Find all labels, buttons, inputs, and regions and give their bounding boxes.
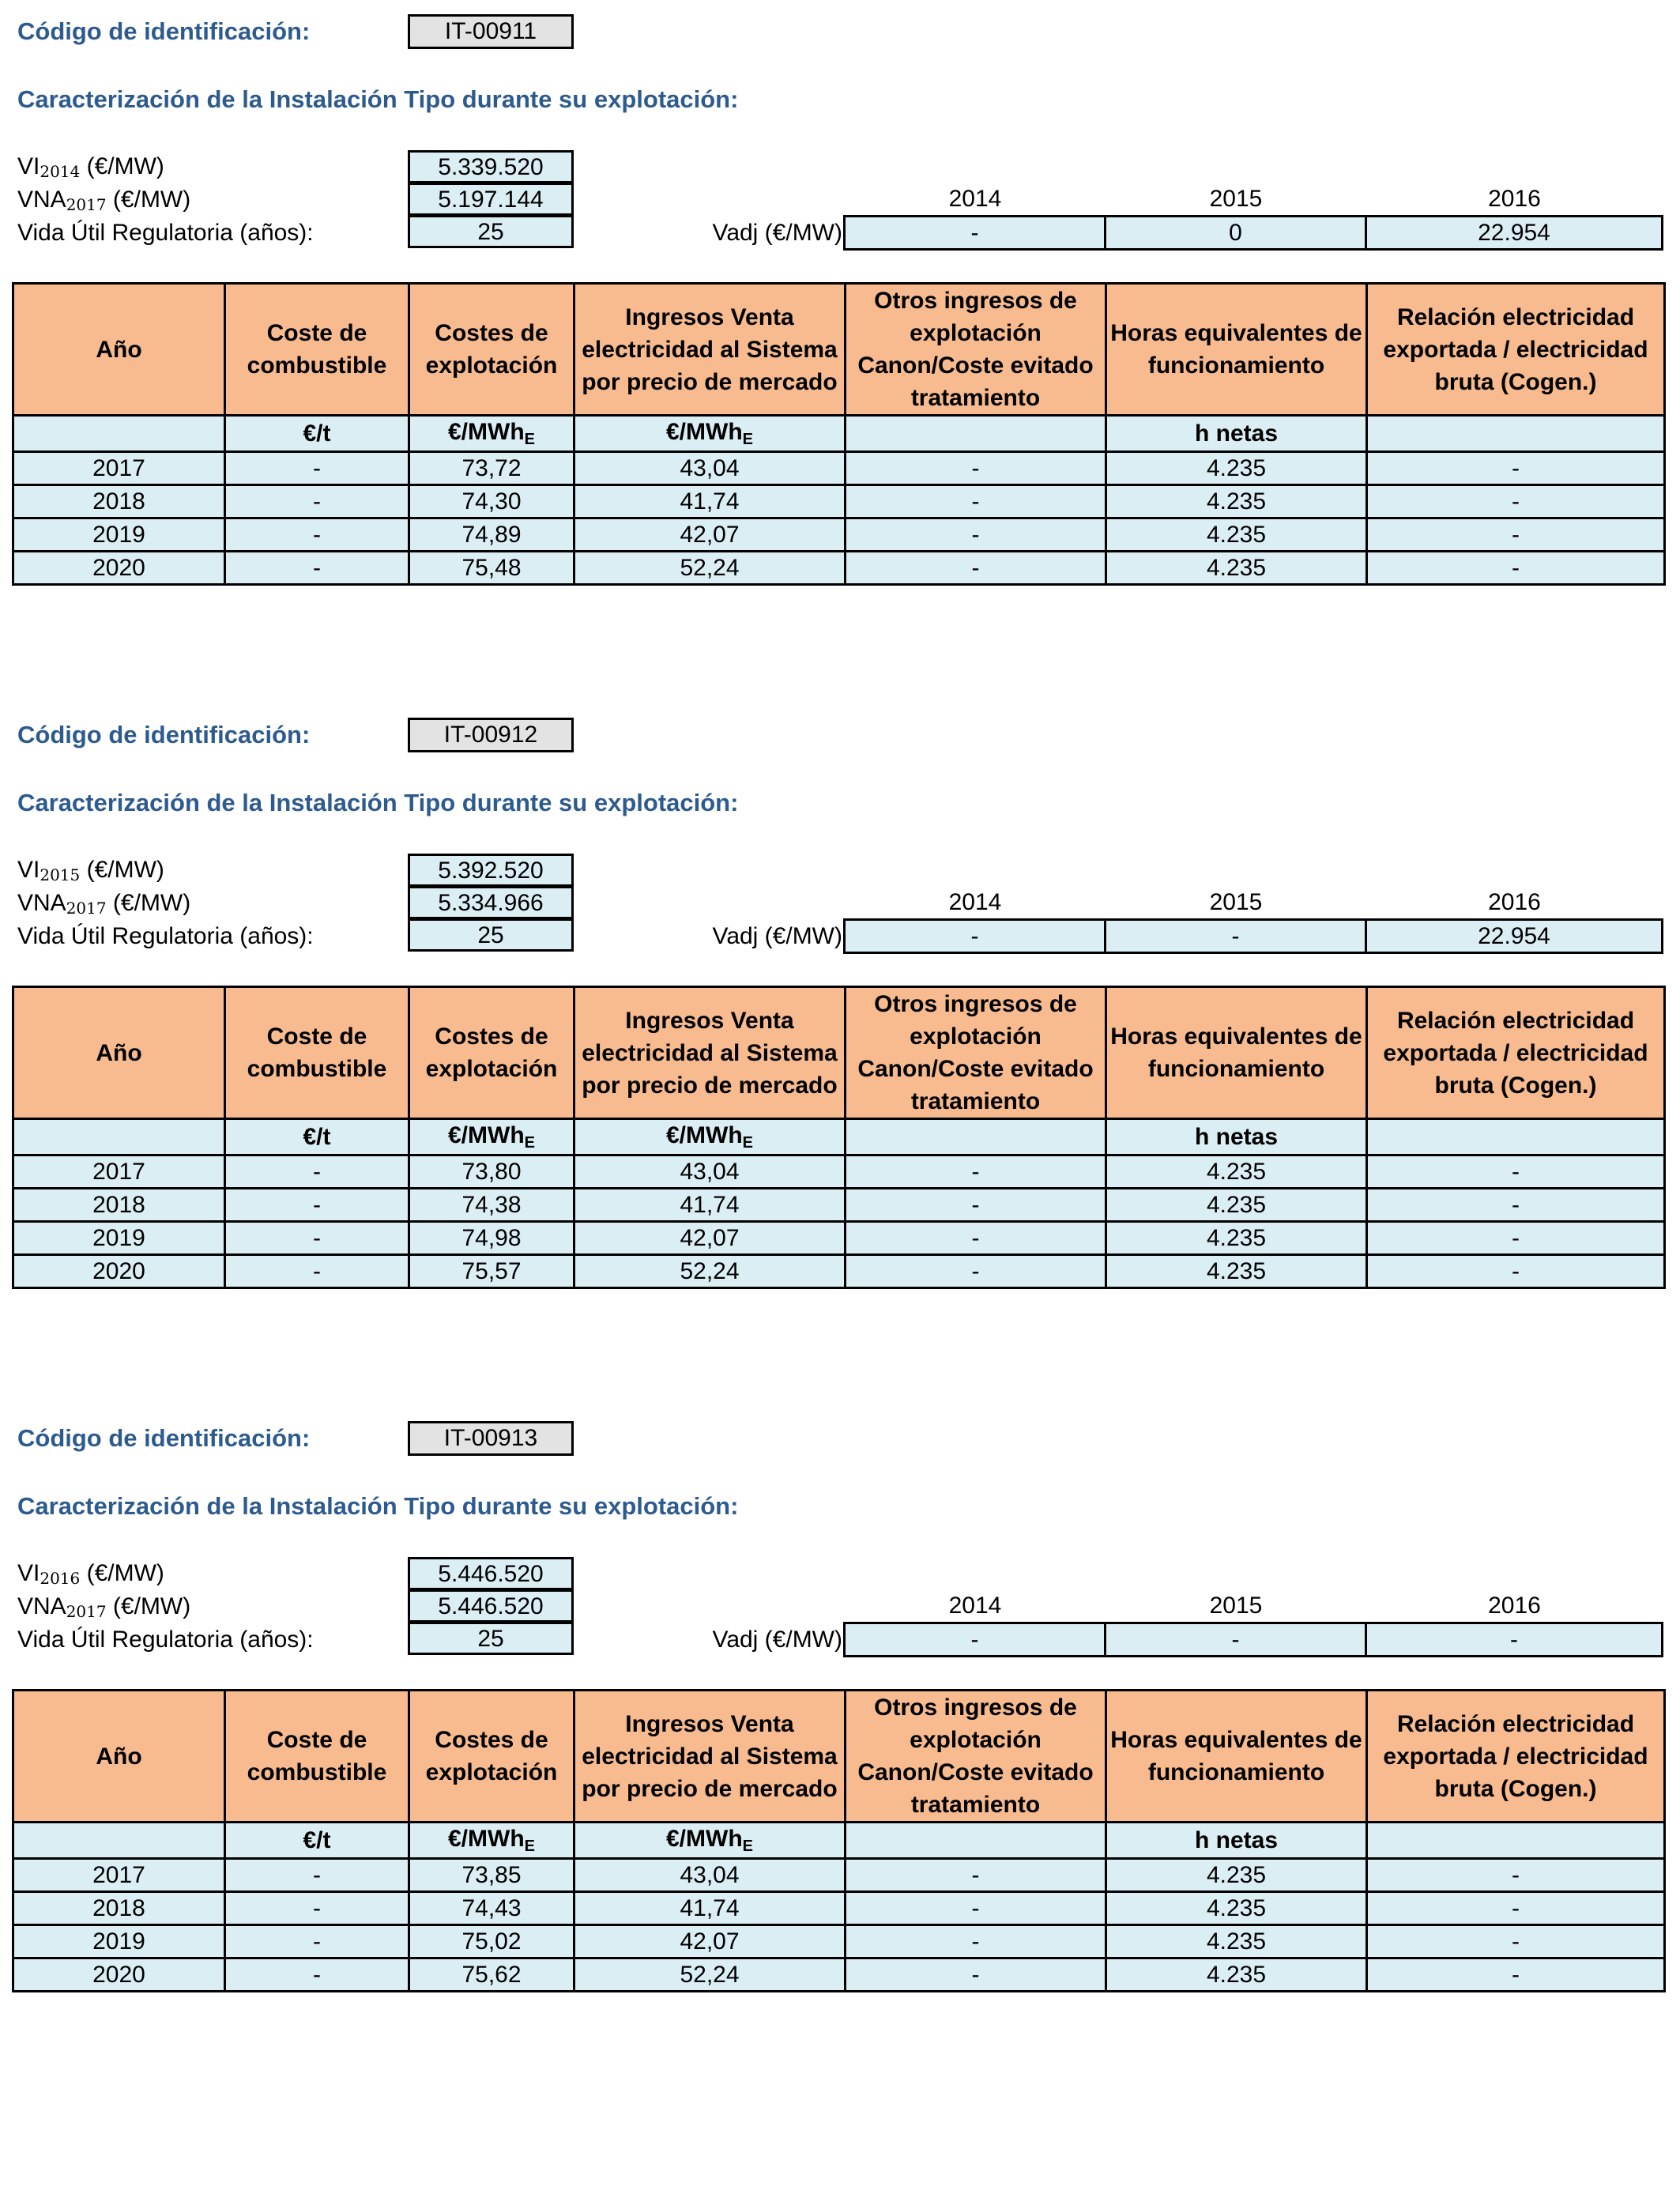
table-cell: 4.235 xyxy=(1106,1859,1367,1892)
installation-block xyxy=(0,0,1680,680)
table-cell: - xyxy=(846,518,1106,552)
table-cell: - xyxy=(225,485,409,518)
table-cell: - xyxy=(846,1222,1106,1255)
vna-label-year: 2017 xyxy=(66,195,107,214)
unit-cell xyxy=(846,1823,1106,1859)
table-cell: 75,02 xyxy=(409,1925,574,1958)
vi-label xyxy=(17,854,164,892)
table-cell: - xyxy=(225,1859,409,1892)
section-subtitle: Caracterización de la Instalación Tipo durante su explotación: xyxy=(17,1492,739,1520)
table-cell: - xyxy=(846,1155,1106,1189)
vna-label xyxy=(17,183,190,221)
adj-year-header: 2014 xyxy=(948,1593,1002,1619)
vadj-label: Vadj (€/MW) xyxy=(712,1627,842,1653)
vna-label xyxy=(17,1590,190,1628)
unit-cell xyxy=(13,1119,225,1155)
header-cell: Horas equivalentes de funcionamiento xyxy=(1106,987,1367,1119)
table-cell: 4.235 xyxy=(1106,485,1367,518)
vadj-label: Vadj (€/MW) xyxy=(712,220,842,246)
vadj-row xyxy=(843,215,1663,251)
table-cell: 4.235 xyxy=(1106,1189,1367,1222)
code-label: Código de identificación: xyxy=(17,1424,311,1452)
table-cell: 2018 xyxy=(13,485,225,518)
table-row xyxy=(13,1958,1665,1992)
vi-value: 5.446.520 xyxy=(408,1557,574,1590)
table-row xyxy=(13,1155,1665,1189)
table-cell: - xyxy=(1367,485,1665,518)
table-cell: 4.235 xyxy=(1106,1255,1367,1288)
table-row xyxy=(13,1255,1665,1288)
table-cell: - xyxy=(1367,1859,1665,1892)
table-cell: 74,43 xyxy=(409,1892,574,1925)
table-cell: - xyxy=(225,1222,409,1255)
unit-cell xyxy=(574,1119,846,1155)
table-header-row xyxy=(13,1691,1665,1823)
table-cell: 4.235 xyxy=(1106,1155,1367,1189)
table-cell: 2020 xyxy=(13,1958,225,1992)
vna-label-prefix: VNA xyxy=(17,890,66,916)
unit-cell xyxy=(1367,416,1665,452)
table-cell: 52,24 xyxy=(574,552,846,585)
table-cell: - xyxy=(1367,1958,1665,1992)
table-cell: 74,30 xyxy=(409,485,574,518)
table-row xyxy=(13,1859,1665,1892)
vna-label xyxy=(17,887,190,925)
table-cell: 4.235 xyxy=(1106,1222,1367,1255)
table-cell: 52,24 xyxy=(574,1255,846,1288)
vadj-cell: 22.954 xyxy=(1478,923,1550,949)
unit-cell xyxy=(409,416,574,452)
header-cell: Relación electricidad exportada / electricidad bruta (Cogen.) xyxy=(1367,1691,1665,1823)
code-value: IT-00913 xyxy=(408,1421,574,1456)
table-cell: - xyxy=(846,1859,1106,1892)
table-row xyxy=(13,1925,1665,1958)
table-header-row xyxy=(13,284,1665,416)
vi-label-unit: (€/MW) xyxy=(80,857,164,883)
unit-cell: h netas xyxy=(1106,1823,1367,1859)
table-cell: 2017 xyxy=(13,452,225,485)
adj-year-header: 2016 xyxy=(1488,1593,1541,1619)
header-cell: Otros ingresos de explotación Canon/Coste evitado tratamiento xyxy=(846,1691,1106,1823)
table-cell: 2017 xyxy=(13,1859,225,1892)
installation-block xyxy=(0,1407,1680,2087)
vna-label-prefix: VNA xyxy=(17,187,66,213)
table-cell: 4.235 xyxy=(1106,1892,1367,1925)
header-cell: Relación electricidad exportada / electricidad bruta (Cogen.) xyxy=(1367,284,1665,416)
vadj-cell: 0 xyxy=(1106,217,1367,248)
table-cell: - xyxy=(225,552,409,585)
adj-year-header: 2014 xyxy=(948,186,1002,212)
vida-value: 25 xyxy=(408,215,574,248)
table-cell: 4.235 xyxy=(1106,1925,1367,1958)
table-cell: 75,57 xyxy=(409,1255,574,1288)
header-cell: Coste de combustible xyxy=(225,284,409,416)
vadj-cell: - xyxy=(846,1624,1106,1655)
table-cell: - xyxy=(225,1155,409,1189)
units-row xyxy=(13,1823,1665,1859)
table-cell: - xyxy=(1367,1892,1665,1925)
table-cell: - xyxy=(1367,518,1665,552)
header-cell: Año xyxy=(13,1691,225,1823)
units-row xyxy=(13,1119,1665,1155)
table-cell: - xyxy=(846,1958,1106,1992)
adj-year-header: 2014 xyxy=(948,889,1002,915)
vida-value: 25 xyxy=(408,1622,574,1655)
code-label: Código de identificación: xyxy=(17,17,311,45)
vadj-row xyxy=(843,918,1663,954)
table-cell: - xyxy=(225,1189,409,1222)
header-cell: Horas equivalentes de funcionamiento xyxy=(1106,1691,1367,1823)
table-cell: 43,04 xyxy=(574,1859,846,1892)
table-row xyxy=(13,485,1665,518)
unit-cell: €/t xyxy=(225,1823,409,1859)
table-row xyxy=(13,518,1665,552)
unit-subscript: E xyxy=(524,1133,535,1152)
table-cell: 4.235 xyxy=(1106,1958,1367,1992)
vna-value: 5.446.520 xyxy=(408,1589,574,1623)
unit-subscript: E xyxy=(742,1133,753,1152)
table-cell: - xyxy=(846,485,1106,518)
table-row xyxy=(13,1222,1665,1255)
vida-label: Vida Útil Regulatoria (años): xyxy=(17,923,314,949)
unit-cell: h netas xyxy=(1106,416,1367,452)
table-cell: 2019 xyxy=(13,1222,225,1255)
adj-year-header: 2016 xyxy=(1488,186,1541,212)
unit-subscript: E xyxy=(742,1837,753,1855)
table-cell: 4.235 xyxy=(1106,518,1367,552)
table-cell: - xyxy=(846,1189,1106,1222)
table-cell: 2019 xyxy=(13,518,225,552)
table-cell: 52,24 xyxy=(574,1958,846,1992)
adj-year-header: 2015 xyxy=(1209,889,1263,915)
exploitation-table xyxy=(12,986,1666,1289)
table-cell: - xyxy=(846,452,1106,485)
table-cell: 41,74 xyxy=(574,1892,846,1925)
unit-text: €/MWh xyxy=(448,418,525,445)
table-cell: 4.235 xyxy=(1106,552,1367,585)
header-cell: Costes de explotación xyxy=(409,1691,574,1823)
vna-value: 5.334.966 xyxy=(408,886,574,919)
vna-label-prefix: VNA xyxy=(17,1593,66,1619)
unit-cell xyxy=(1367,1823,1665,1859)
header-cell: Ingresos Venta electricidad al Sistema por precio de mercado xyxy=(574,284,846,416)
vida-value: 25 xyxy=(408,918,574,952)
vna-label-unit: (€/MW) xyxy=(106,187,191,213)
vi-label-year: 2014 xyxy=(40,162,81,181)
table-cell: 42,07 xyxy=(574,1925,846,1958)
section-subtitle: Caracterización de la Instalación Tipo durante su explotación: xyxy=(17,85,739,113)
table-cell: - xyxy=(1367,552,1665,585)
table-cell: 73,72 xyxy=(409,452,574,485)
unit-text: €/MWh xyxy=(448,1825,525,1852)
vida-label: Vida Útil Regulatoria (años): xyxy=(17,220,314,246)
header-cell: Relación electricidad exportada / electricidad bruta (Cogen.) xyxy=(1367,987,1665,1119)
unit-cell xyxy=(1367,1119,1665,1155)
vadj-cell: - xyxy=(846,217,1106,248)
table-cell: - xyxy=(1367,452,1665,485)
unit-text: €/MWh xyxy=(666,1122,743,1148)
vna-label-unit: (€/MW) xyxy=(106,890,191,916)
vida-label: Vida Útil Regulatoria (años): xyxy=(17,1627,314,1653)
code-value: IT-00912 xyxy=(408,718,574,752)
table-cell: - xyxy=(1367,1925,1665,1958)
table-cell: 2020 xyxy=(13,552,225,585)
vna-label-year: 2017 xyxy=(66,899,107,918)
table-cell: - xyxy=(1367,1155,1665,1189)
adj-year-header: 2016 xyxy=(1488,889,1541,915)
table-cell: - xyxy=(225,518,409,552)
table-cell: 2018 xyxy=(13,1892,225,1925)
table-row xyxy=(13,452,1665,485)
table-cell: - xyxy=(846,1925,1106,1958)
vi-value: 5.392.520 xyxy=(408,854,574,887)
vadj-label: Vadj (€/MW) xyxy=(712,923,842,949)
adj-year-header: 2015 xyxy=(1209,1593,1263,1619)
header-cell: Año xyxy=(13,987,225,1119)
vi-label-unit: (€/MW) xyxy=(80,153,164,179)
table-cell: 2020 xyxy=(13,1255,225,1288)
table-cell: 43,04 xyxy=(574,1155,846,1189)
code-value: IT-00911 xyxy=(408,14,574,49)
unit-cell: €/t xyxy=(225,1119,409,1155)
unit-cell xyxy=(574,1823,846,1859)
table-cell: - xyxy=(225,1255,409,1288)
vi-label-prefix: VI xyxy=(17,857,40,883)
vna-value: 5.197.144 xyxy=(408,183,574,216)
table-cell: - xyxy=(846,552,1106,585)
table-cell: - xyxy=(1367,1255,1665,1288)
adj-year-header: 2015 xyxy=(1209,186,1263,212)
header-cell: Horas equivalentes de funcionamiento xyxy=(1106,284,1367,416)
table-cell: - xyxy=(1367,1189,1665,1222)
vadj-row xyxy=(843,1622,1663,1657)
table-cell: 2019 xyxy=(13,1925,225,1958)
vadj-cell: - xyxy=(1106,921,1367,952)
vadj-cell: - xyxy=(1510,1627,1518,1653)
exploitation-table xyxy=(12,1689,1666,1992)
header-cell: Coste de combustible xyxy=(225,1691,409,1823)
table-cell: 41,74 xyxy=(574,1189,846,1222)
vi-label-prefix: VI xyxy=(17,1560,40,1586)
table-cell: 43,04 xyxy=(574,452,846,485)
vna-label-unit: (€/MW) xyxy=(106,1593,191,1619)
table-cell: 2018 xyxy=(13,1189,225,1222)
unit-cell xyxy=(409,1119,574,1155)
table-row xyxy=(13,1892,1665,1925)
unit-subscript: E xyxy=(524,430,535,448)
table-cell: 74,89 xyxy=(409,518,574,552)
table-cell: - xyxy=(225,1925,409,1958)
table-cell: - xyxy=(225,1892,409,1925)
table-cell: 2017 xyxy=(13,1155,225,1189)
vi-label xyxy=(17,1557,164,1595)
table-row xyxy=(13,552,1665,585)
vadj-cell: - xyxy=(846,921,1106,952)
exploitation-table xyxy=(12,282,1666,586)
header-cell: Coste de combustible xyxy=(225,987,409,1119)
table-cell: 73,80 xyxy=(409,1155,574,1189)
vna-label-year: 2017 xyxy=(66,1602,107,1621)
table-cell: - xyxy=(846,1892,1106,1925)
table-cell: 41,74 xyxy=(574,485,846,518)
table-cell: 74,98 xyxy=(409,1222,574,1255)
table-cell: 42,07 xyxy=(574,1222,846,1255)
vi-label-year: 2016 xyxy=(40,1569,81,1588)
vadj-cell: 22.954 xyxy=(1478,220,1550,246)
vi-value: 5.339.520 xyxy=(408,150,574,183)
table-cell: 75,48 xyxy=(409,552,574,585)
unit-cell xyxy=(409,1823,574,1859)
section-subtitle: Caracterización de la Instalación Tipo durante su explotación: xyxy=(17,789,739,816)
unit-cell xyxy=(846,1119,1106,1155)
unit-subscript: E xyxy=(742,430,753,448)
table-cell: 73,85 xyxy=(409,1859,574,1892)
header-cell: Ingresos Venta electricidad al Sistema por precio de mercado xyxy=(574,987,846,1119)
unit-cell xyxy=(574,416,846,452)
vi-label-unit: (€/MW) xyxy=(80,1560,164,1586)
table-cell: - xyxy=(1367,1222,1665,1255)
unit-subscript: E xyxy=(524,1837,535,1855)
unit-cell xyxy=(13,416,225,452)
table-cell: - xyxy=(225,452,409,485)
header-cell: Ingresos Venta electricidad al Sistema por precio de mercado xyxy=(574,1691,846,1823)
unit-text: €/MWh xyxy=(448,1122,525,1148)
code-label: Código de identificación: xyxy=(17,721,311,748)
table-cell: - xyxy=(846,1255,1106,1288)
table-header-row xyxy=(13,987,1665,1119)
unit-text: €/MWh xyxy=(666,418,743,445)
vi-label-year: 2015 xyxy=(40,865,81,884)
units-row xyxy=(13,416,1665,452)
header-cell: Otros ingresos de explotación Canon/Coste evitado tratamiento xyxy=(846,284,1106,416)
table-row xyxy=(13,1189,1665,1222)
installation-block xyxy=(0,703,1680,1383)
header-cell: Costes de explotación xyxy=(409,284,574,416)
unit-text: €/MWh xyxy=(666,1825,743,1852)
vi-label-prefix: VI xyxy=(17,153,40,179)
header-cell: Otros ingresos de explotación Canon/Coste evitado tratamiento xyxy=(846,987,1106,1119)
table-cell: 4.235 xyxy=(1106,452,1367,485)
unit-cell xyxy=(846,416,1106,452)
vi-label xyxy=(17,150,164,188)
header-cell: Costes de explotación xyxy=(409,987,574,1119)
vadj-cell: - xyxy=(1106,1624,1367,1655)
unit-cell xyxy=(13,1823,225,1859)
table-cell: 75,62 xyxy=(409,1958,574,1992)
table-cell: 42,07 xyxy=(574,518,846,552)
table-cell: 74,38 xyxy=(409,1189,574,1222)
unit-cell: €/t xyxy=(225,416,409,452)
unit-cell: h netas xyxy=(1106,1119,1367,1155)
header-cell: Año xyxy=(13,284,225,416)
table-cell: - xyxy=(225,1958,409,1992)
